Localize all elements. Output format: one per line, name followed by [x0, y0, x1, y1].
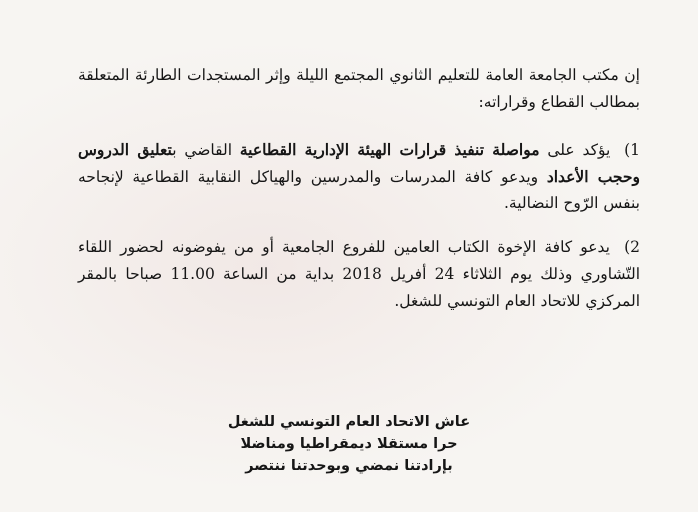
item-2-line-1-text: يدعو كافة الإخوة الكتاب العامين للفروع الجامعية أو من يفوضونه لحضور اللقاء	[78, 238, 610, 256]
closing-slogan	[0, 411, 698, 477]
item-1-line-2	[78, 163, 640, 190]
item-1-bold-decision: مواصلة تنفيذ قرارات الهيئة الإدارية القطاعية	[239, 140, 540, 159]
item-1-line-2-rest: ويدعو كافة المدرسات والمدرسين والهياكل النقابية القطاعية لإنجاحه	[78, 168, 539, 186]
item-1-line-1	[78, 136, 640, 163]
item-2-line-3: المركزي للاتحاد العام التونسي للشغل.	[394, 292, 640, 310]
item-1-bold-suspend: تعليق الدروس	[78, 140, 173, 159]
intro-line-1: إن مكتب الجامعة العامة للتعليم الثانوي المجتمع الليلة وإثر المستجدات الطارئة المتعلقة	[78, 66, 640, 84]
closing-line-3: بإرادتنا نمضي وبوحدتنا ننتصر	[245, 458, 453, 474]
item-2-line-1	[78, 234, 640, 261]
item-1-prefix: يؤكد على	[547, 141, 611, 159]
intro-line-2: بمطالب القطاع وقراراته:	[478, 93, 640, 111]
closing-line-2: حرا مستقلا ديمقراطيا ومناضلا	[240, 436, 458, 452]
item-2	[78, 234, 640, 315]
intro-paragraph	[78, 62, 640, 116]
item-2-number: 2)	[624, 238, 640, 256]
item-2-line-2: التّشاوري وذلك يوم الثلاثاء 24 أفريل 2018 بداية من الساعة 11.00 صباحا بالمقر	[78, 265, 641, 283]
closing-line-1: عاش الاتحاد العام التونسي للشغل	[227, 414, 471, 430]
item-1-line-3: بنفس الرّوح النضالية.	[503, 194, 640, 212]
document-body	[78, 62, 640, 315]
item-1-bold-withhold: وحجب الأعداد	[546, 167, 640, 186]
item-1-mid: القاضي ب	[172, 141, 233, 159]
item-1-number: 1)	[624, 141, 641, 159]
item-1	[78, 136, 640, 217]
